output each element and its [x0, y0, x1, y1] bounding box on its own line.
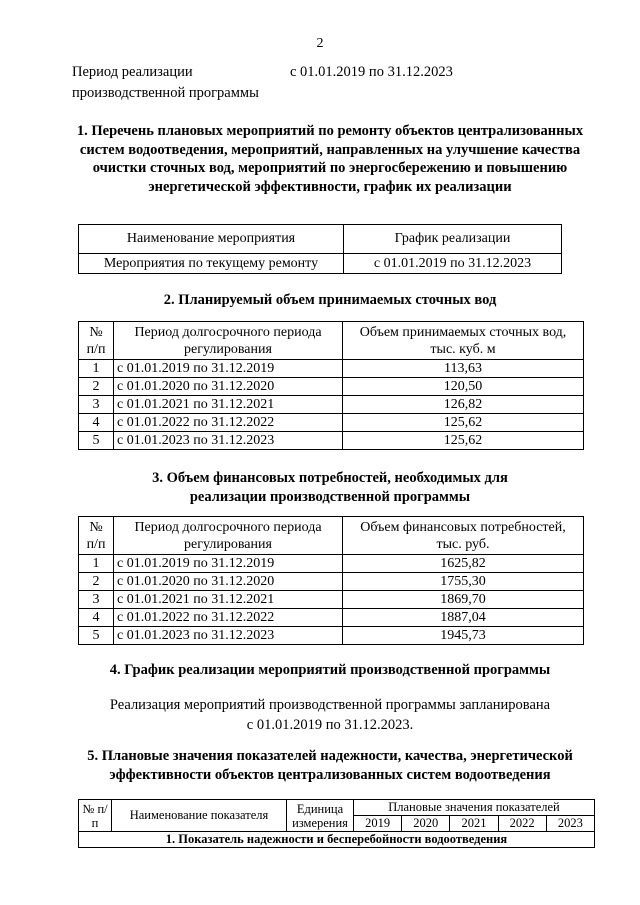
section5-year: 2022	[498, 816, 546, 832]
table-row	[79, 627, 584, 645]
section5-header-plan: Плановые значения показателей	[354, 800, 595, 816]
period-label-line2: производственной программы	[72, 85, 259, 101]
section1-cell-activity: Мероприятия по текущему ремонту	[79, 254, 344, 274]
section5-table	[78, 799, 595, 848]
row-period: с 01.01.2019 по 31.12.2019	[114, 555, 343, 573]
table-row	[79, 360, 584, 378]
section5-title-line1: 5. Плановые значения показателей надежности, качества, энергетической	[87, 748, 573, 764]
row-period: с 01.01.2022 по 31.12.2022	[114, 414, 343, 432]
section4-title: 4. График реализации мероприятий производственной программы	[109, 662, 551, 678]
table-row	[79, 432, 584, 450]
section1-cell-period: с 01.01.2019 по 31.12.2023	[344, 254, 562, 274]
row-number: 5	[79, 432, 114, 450]
row-number: 2	[79, 573, 114, 591]
table-row	[79, 414, 584, 432]
section1-header-schedule: График реализации	[344, 225, 562, 254]
section2-header-volume: Объем принимаемых сточных вод, тыс. куб. м	[343, 322, 584, 360]
page-number: 2	[316, 36, 324, 51]
section5-year: 2020	[402, 816, 450, 832]
row-value: 1625,82	[343, 555, 584, 573]
period-label	[72, 62, 282, 104]
section4-text	[60, 695, 600, 735]
section5-title	[60, 747, 600, 784]
row-period: с 01.01.2022 по 31.12.2022	[114, 609, 343, 627]
section3-header-finance: Объем финансовых потребностей, тыс. руб.	[343, 517, 584, 555]
row-number: 3	[79, 396, 114, 414]
section2-header-num: № п/п	[79, 322, 114, 360]
row-period: с 01.01.2020 по 31.12.2020	[114, 378, 343, 396]
row-value: 125,62	[343, 432, 584, 450]
row-number: 4	[79, 414, 114, 432]
table-row	[79, 555, 584, 573]
table-row	[79, 609, 584, 627]
section5-header-unit: Единица измерения	[287, 800, 354, 832]
section3-header-period: Период долгосрочного периода регулирования	[114, 517, 343, 555]
section3-table	[78, 516, 584, 645]
section5-year: 2023	[546, 816, 594, 832]
row-value: 1755,30	[343, 573, 584, 591]
row-value: 120,50	[343, 378, 584, 396]
section5-subheader: 1. Показатель надежности и бесперебойности водоотведения	[79, 832, 595, 848]
section5-year: 2019	[354, 816, 402, 832]
section5-title-line2: эффективности объектов централизованных систем водоотведения	[109, 766, 551, 783]
row-period: с 01.01.2020 по 31.12.2020	[114, 573, 343, 591]
section2-table	[78, 321, 584, 450]
row-number: 1	[79, 360, 114, 378]
section2-header-period: Период долгосрочного периода регулирования	[114, 322, 343, 360]
row-number: 5	[79, 627, 114, 645]
section5-header-name: Наименование показателя	[112, 800, 287, 832]
section3-title-line2: реализации производственной программы	[189, 488, 471, 505]
row-period: с 01.01.2023 по 31.12.2023	[114, 627, 343, 645]
row-number: 4	[79, 609, 114, 627]
section4-text-line1: Реализация мероприятий производственной программы запланирована	[109, 697, 551, 713]
row-value: 125,62	[343, 414, 584, 432]
row-value: 126,82	[343, 396, 584, 414]
section5-year: 2021	[450, 816, 498, 832]
row-period: с 01.01.2023 по 31.12.2023	[114, 432, 343, 450]
section4-text-line2: с 01.01.2019 по 31.12.2023.	[246, 717, 414, 733]
period-value: с 01.01.2019 по 31.12.2023	[290, 64, 453, 80]
section5-header-num: № п/п	[79, 800, 112, 832]
section3-title-line1: 3. Объем финансовых потребностей, необходимых для	[152, 470, 508, 486]
section3-title	[60, 469, 600, 506]
row-value: 1887,04	[343, 609, 584, 627]
row-number: 2	[79, 378, 114, 396]
table-row	[79, 378, 584, 396]
row-value: 1945,73	[343, 627, 584, 645]
table-row	[79, 591, 584, 609]
section1-table	[78, 224, 562, 274]
row-period: с 01.01.2021 по 31.12.2021	[114, 591, 343, 609]
row-value: 113,63	[343, 360, 584, 378]
row-number: 3	[79, 591, 114, 609]
table-row	[79, 573, 584, 591]
section1-header-name: Наименование мероприятия	[79, 225, 344, 254]
section1-title: 1. Перечень плановых мероприятий по ремонту объектов централизованных систем водоотведения, мероприятий, направленных на улучшение качества очистки сточных вод, мероприятий по энергосбережению и повышению энергетической эффективности, график их реализации	[76, 123, 584, 195]
row-value: 1869,70	[343, 591, 584, 609]
row-period: с 01.01.2019 по 31.12.2019	[114, 360, 343, 378]
period-label-line1: Период реализации	[72, 64, 193, 80]
table-row	[79, 254, 562, 274]
table-row	[79, 396, 584, 414]
section3-header-num: № п/п	[79, 517, 114, 555]
section2-title: 2. Планируемый объем принимаемых сточных вод	[163, 292, 497, 308]
row-period: с 01.01.2021 по 31.12.2021	[114, 396, 343, 414]
row-number: 1	[79, 555, 114, 573]
